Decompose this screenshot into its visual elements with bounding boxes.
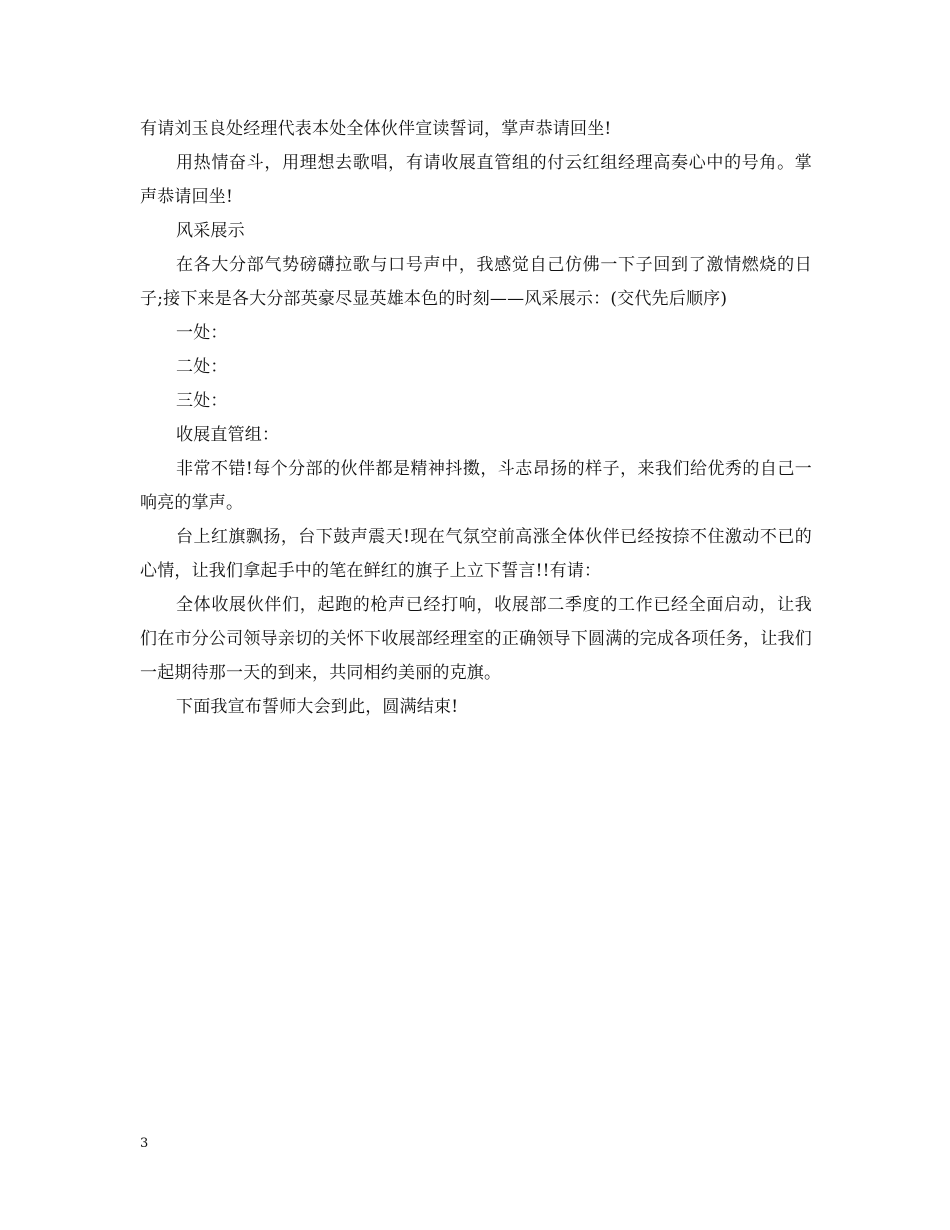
paragraph-11: 全体收展伙伴们，起跑的枪声已经打响，收展部二季度的工作已经全面启动，让我们在市分公司领导亲切的关怀下收展部经理室的正确领导下圆满的完成各项任务，让我们一起期待那一天的到来，共同相约美丽的克旗。	[140, 595, 812, 683]
paragraph-2: 用热情奋斗，用理想去歌唱，有请收展直管组的付云红组经理高奏心中的号角。掌声恭请回坐!	[140, 153, 812, 207]
closing-paragraph: 下面我宣布誓师大会到此，圆满结束!	[176, 697, 459, 717]
list-item-division-1: 一处：	[176, 323, 228, 343]
document-body	[140, 112, 812, 724]
paragraph-4: 在各大分部气势磅礴拉歌与口号声中，我感觉自己仿佛一下子回到了激情燃烧的日子;接下来是各大分部英豪尽显英雄本色的时刻——风采展示：(交代先后顺序)	[140, 255, 812, 309]
paragraph-10: 台上红旗飘扬，台下鼓声震天!现在气氛空前高涨全体伙伴已经按捺不住激动不已的心情，让我们拿起手中的笔在鲜红的旗子上立下誓言!!有请：	[140, 527, 812, 581]
section-heading: 风采展示	[176, 221, 245, 241]
page-number: 3	[140, 1136, 149, 1151]
list-item-division-3: 三处：	[176, 391, 228, 411]
paragraph-9: 非常不错!每个分部的伙伴都是精神抖擞，斗志昂扬的样子，来我们给优秀的自己一响亮的掌声。	[140, 459, 812, 513]
list-item-direct-group: 收展直管组：	[176, 425, 280, 445]
list-item-division-2: 二处：	[176, 357, 228, 377]
paragraph-1: 有请刘玉良处经理代表本处全体伙伴宣读誓词，掌声恭请回坐!	[140, 119, 612, 139]
